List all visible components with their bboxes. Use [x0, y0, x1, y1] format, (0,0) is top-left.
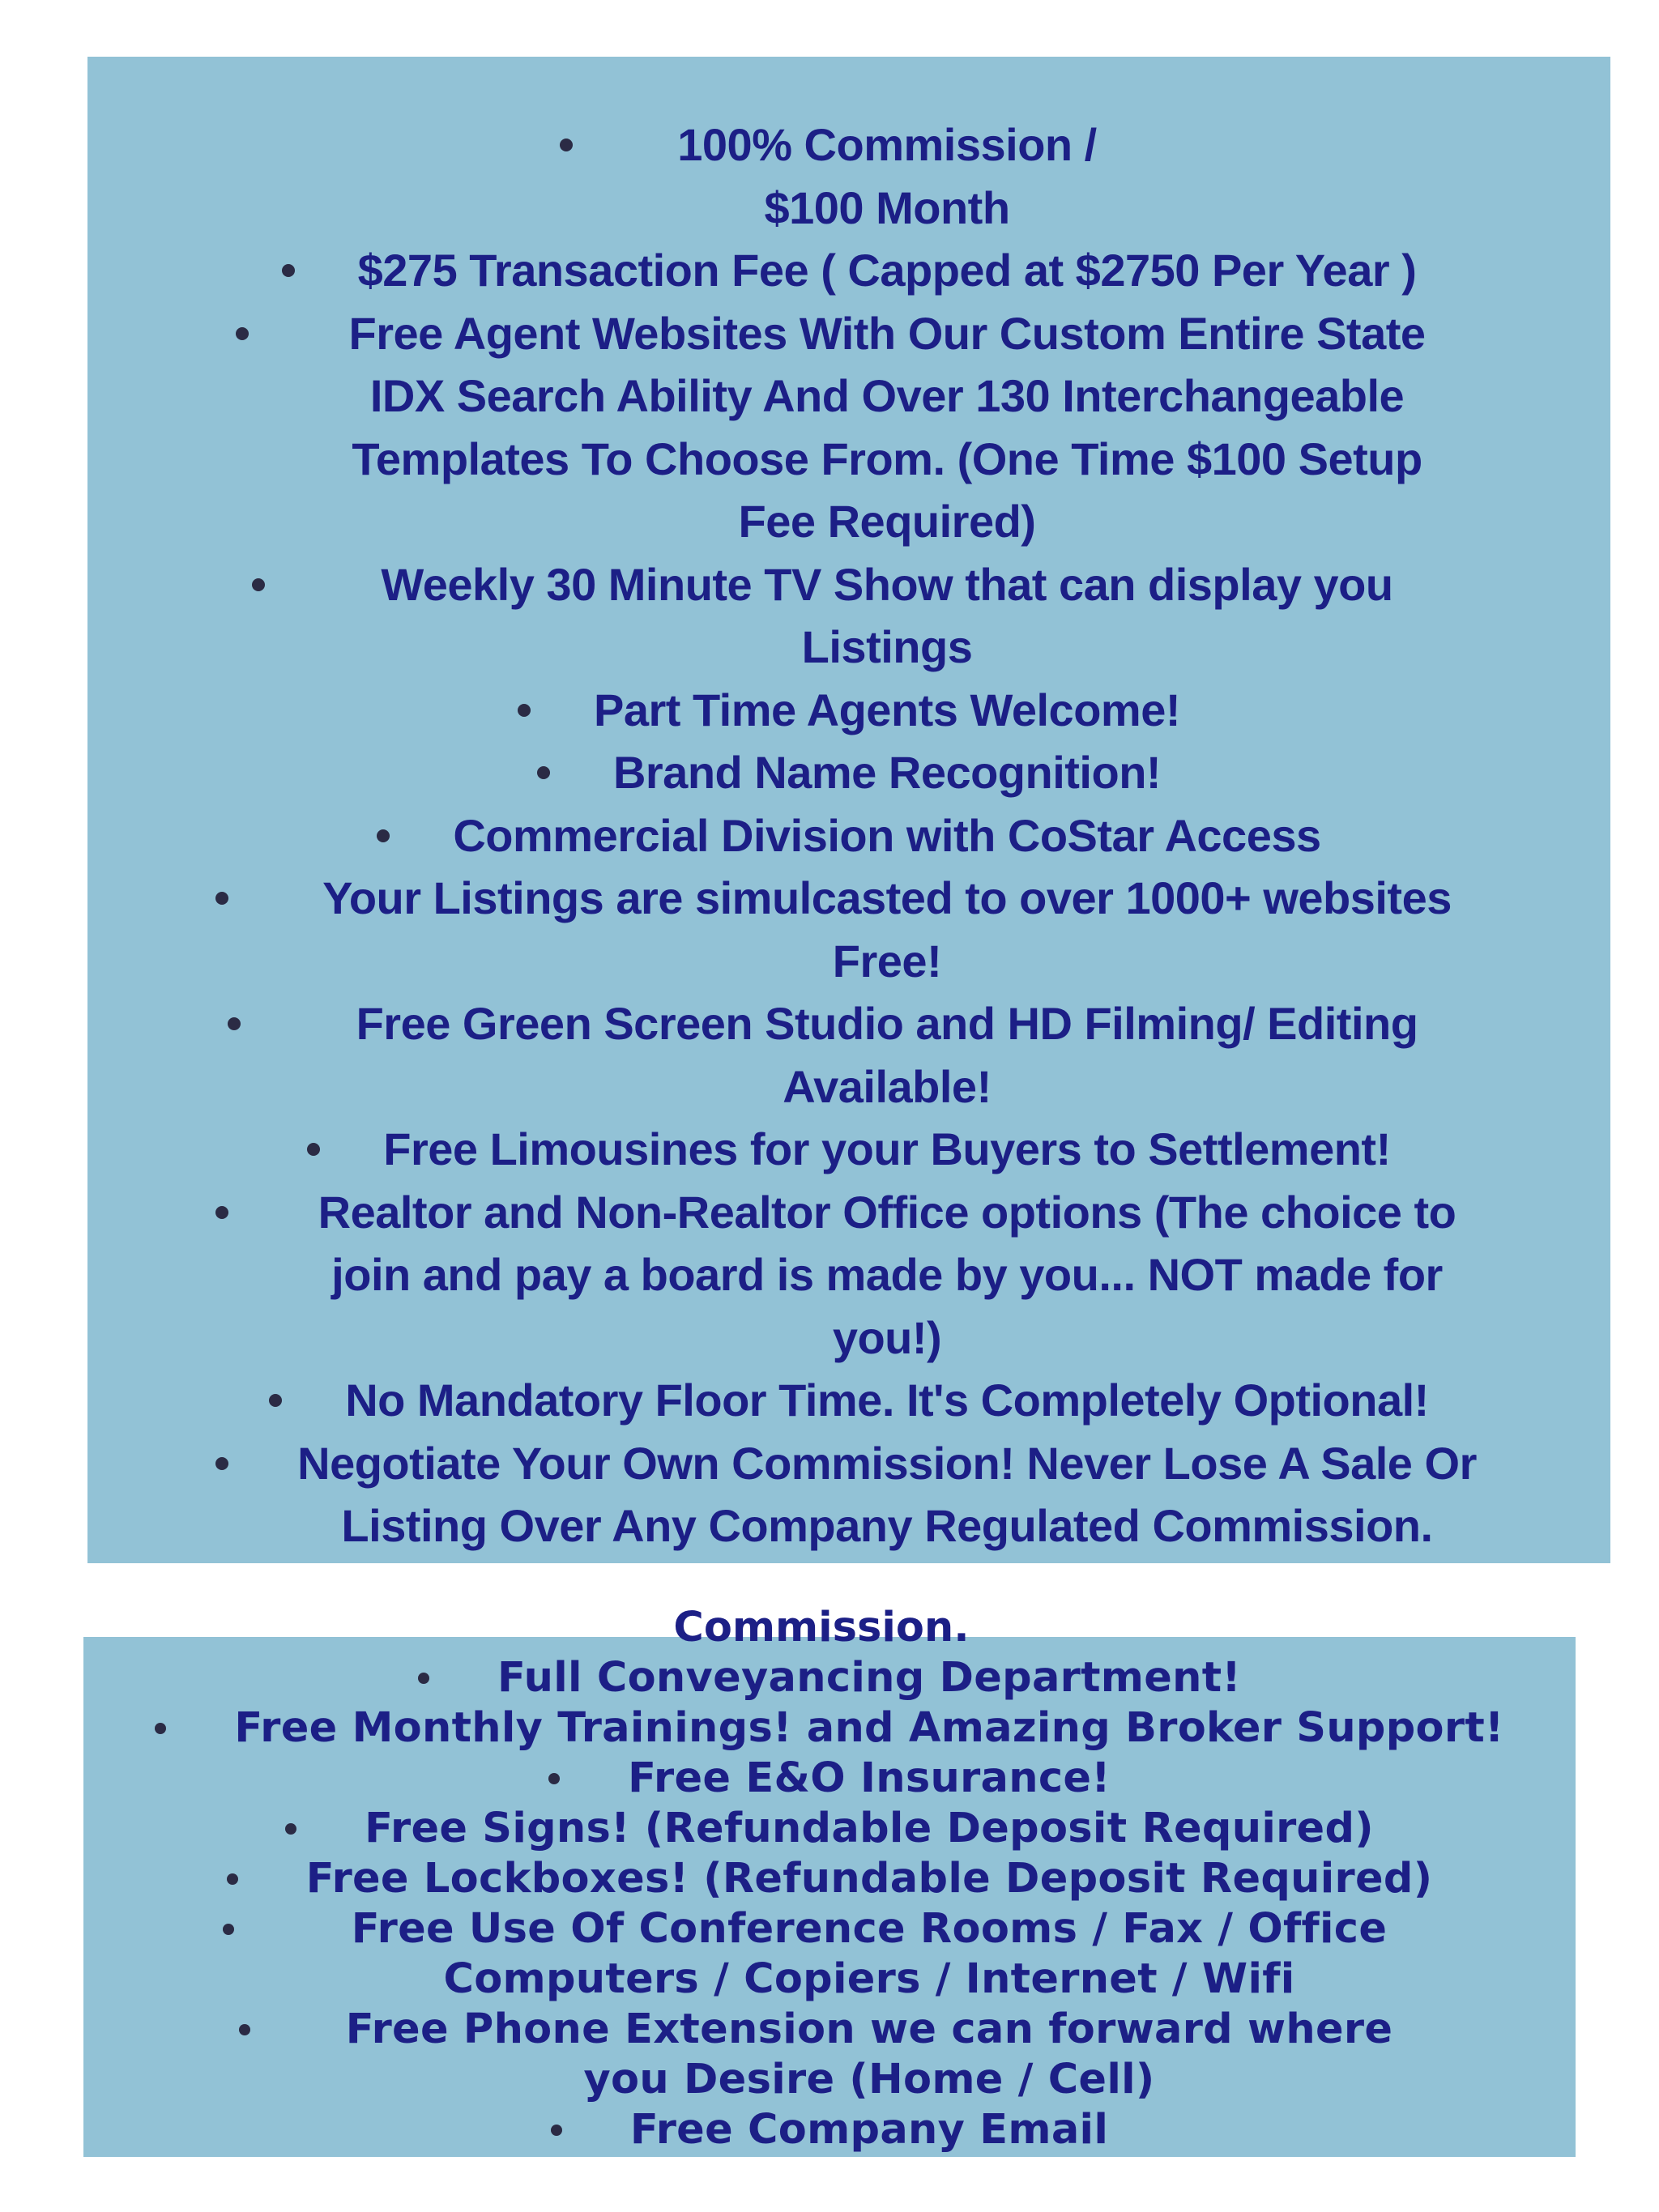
- list-item: [83, 1754, 1576, 1804]
- list-item-text: Your Listings are simulcasted to over 1000+ websites Free!: [322, 872, 1452, 987]
- list-item-text: Negotiate Your Own Commission! Never Lose A Sale Or Listing Over Any Company Regulated Commission.: [297, 1437, 1477, 1551]
- list-item: [87, 239, 1610, 302]
- list-item-text: $275 Transaction Fee ( Capped at $2750 Per Year ): [357, 245, 1417, 296]
- clipped-text-line: [83, 1604, 1576, 1653]
- list-item-text: Commercial Division with CoStar Access: [453, 809, 1321, 861]
- list-item: [87, 741, 1610, 804]
- bullet-icon: [269, 1394, 282, 1407]
- list-item-text: 100% Commission / $100 Month: [677, 119, 1097, 233]
- list-item-text: Free E&O Insurance!: [628, 1754, 1111, 1802]
- bullet-icon: [236, 327, 249, 340]
- bullet-icon: [560, 139, 573, 151]
- benefits-panel-bottom: [83, 1604, 1576, 2157]
- bullet-icon: [155, 1723, 166, 1734]
- list-item: [87, 679, 1610, 742]
- list-item: [87, 1181, 1610, 1370]
- list-item-text: Free Lockboxes! (Refundable Deposit Required): [305, 1855, 1433, 1903]
- bullet-icon: [282, 264, 295, 277]
- bullet-icon: [228, 1017, 241, 1030]
- bullet-icon: [223, 1924, 234, 1935]
- list-item: [87, 553, 1610, 679]
- bullet-icon: [227, 1873, 238, 1885]
- list-item-text: Free Phone Extension we can forward where you Desire (Home / Cell): [345, 2005, 1393, 2103]
- bullet-icon: [215, 1206, 228, 1219]
- benefits-list-top: [87, 113, 1610, 1558]
- bullet-icon: [215, 1457, 228, 1470]
- clipped-text: Commission.: [673, 1604, 970, 1652]
- list-item-text: Weekly 30 Minute TV Show that can display you Listings: [381, 558, 1393, 672]
- list-item-text: Full Conveyancing Department!: [497, 1654, 1241, 1702]
- list-item: [83, 1854, 1576, 1904]
- list-item: [87, 1432, 1610, 1558]
- list-item-text: Free Monthly Trainings! and Amazing Broker Support!: [234, 1704, 1504, 1752]
- list-item-text: Free Use Of Conference Rooms / Fax / Office Computers / Copiers / Internet / Wifi: [351, 1905, 1388, 2003]
- list-item: [87, 867, 1610, 992]
- benefits-list-bottom: [83, 1653, 1576, 2155]
- list-item-text: Free Signs! (Refundable Deposit Required): [365, 1805, 1374, 1852]
- bullet-icon: [307, 1143, 320, 1156]
- list-item-text: Realtor and Non-Realtor Office options (The choice to join and pay a board is made by you... NOT made for you!): [318, 1186, 1456, 1363]
- list-item: [83, 1904, 1576, 2005]
- list-item: [87, 992, 1610, 1118]
- list-item: [87, 302, 1610, 553]
- bullet-icon: [548, 1773, 560, 1784]
- bullet-icon: [537, 766, 550, 779]
- list-item: [83, 1804, 1576, 1854]
- bullet-icon: [551, 2125, 562, 2136]
- list-item: [83, 1703, 1576, 1754]
- list-item: [83, 1653, 1576, 1703]
- list-item-text: Free Agent Websites With Our Custom Entire State IDX Search Ability And Over 130 Interchangeable Templates To Choose From. (One Time $100 Setup Fee Required): [348, 307, 1426, 547]
- bullet-icon: [377, 829, 390, 842]
- list-item: [87, 1118, 1610, 1181]
- list-item-text: No Mandatory Floor Time. It's Completely Optional!: [345, 1375, 1429, 1426]
- bullet-icon: [215, 892, 228, 905]
- bullet-icon: [252, 578, 265, 591]
- list-item-text: Free Limousines for your Buyers to Settlement!: [383, 1123, 1391, 1174]
- list-item: [87, 804, 1610, 867]
- bullet-icon: [518, 704, 531, 717]
- bullet-icon: [239, 2024, 250, 2035]
- list-item: [87, 113, 1610, 239]
- bullet-icon: [418, 1673, 429, 1684]
- list-item-text: Free Company Email: [629, 2106, 1109, 2154]
- list-item: [83, 2005, 1576, 2105]
- list-item-text: Part Time Agents Welcome!: [593, 684, 1180, 735]
- list-item: [87, 1369, 1610, 1432]
- benefits-panel-top: [87, 57, 1610, 1563]
- list-item-text: Free Green Screen Studio and HD Filming/ Editing Available!: [356, 998, 1418, 1112]
- list-item: [83, 2105, 1576, 2155]
- list-item-text: Brand Name Recognition!: [612, 747, 1162, 798]
- bullet-icon: [285, 1823, 296, 1835]
